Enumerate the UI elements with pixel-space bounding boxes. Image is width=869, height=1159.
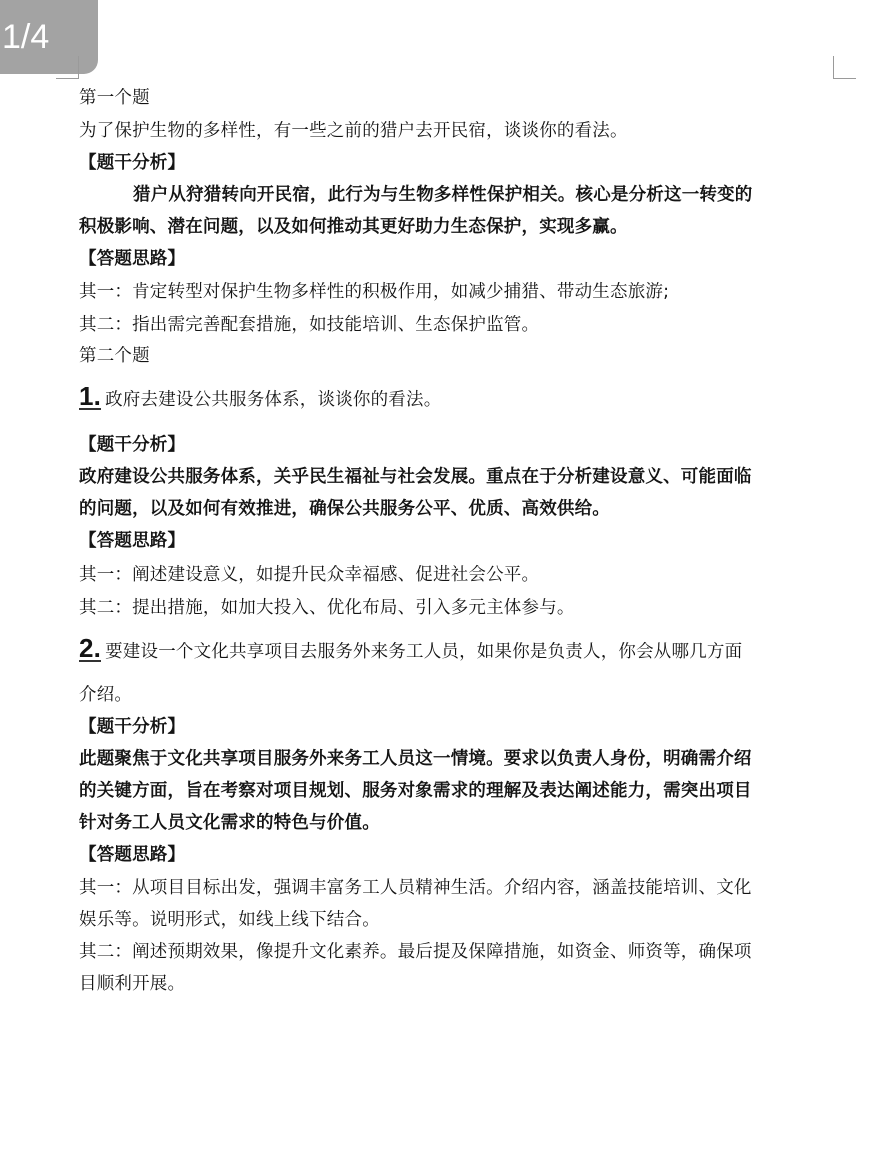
answer-point: 其二：阐述预期效果，像提升文化素养。最后提及保障措施，如资金、师资等，确保项: [79, 942, 752, 962]
analysis-paragraph: 的问题，以及如何有效推进，确保公共服务公平、优质、高效供给。: [79, 499, 610, 519]
analysis-paragraph: 的关键方面，旨在考察对项目规划、服务对象需求的理解及表达阐述能力，需突出项目: [79, 781, 752, 801]
question-text: 要建设一个文化共享项目去服务外来务工人员，如果你是负责人，你会从哪几方面: [105, 642, 743, 662]
analysis-paragraph: 积极影响、潜在问题，以及如何推动其更好助力生态保护，实现多赢。: [79, 217, 628, 237]
analysis-heading: 【题干分析】: [79, 435, 186, 455]
section-title-2: 第二个题: [79, 346, 150, 366]
answer-point: 其一：从项目目标出发，强调丰富务工人员精神生活。介绍内容，涵盖技能培训、文化: [79, 878, 752, 898]
answer-point: 其一：肯定转型对保护生物多样性的积极作用，如减少捕猎、带动生态旅游;: [79, 282, 670, 302]
analysis-heading: 【题干分析】: [79, 717, 186, 737]
question-2-continuation: 介绍。: [79, 685, 133, 705]
answer-point: 其二：指出需完善配套措施，如技能培训、生态保护监管。: [79, 315, 540, 335]
answer-point: 目顺利开展。: [79, 974, 186, 994]
analysis-paragraph: 针对务工人员文化需求的特色与价值。: [79, 813, 380, 833]
analysis-heading: 【题干分析】: [79, 153, 186, 173]
page-indicator[interactable]: 1/4: [0, 0, 98, 74]
analysis-paragraph: 猎户从狩猎转向开民宿，此行为与生物多样性保护相关。核心是分析这一转变的: [133, 185, 753, 205]
answer-point: 娱乐等。说明形式，如线上线下结合。: [79, 910, 380, 930]
page-corner-mark-left: [56, 56, 79, 79]
question-2-line: [79, 633, 743, 663]
analysis-paragraph: 此题聚焦于文化共享项目服务外来务工人员这一情境。要求以负责人身份，明确需介绍: [79, 749, 752, 769]
answer-point: 其二：提出措施，如加大投入、优化布局、引入多元主体参与。: [79, 598, 575, 618]
page-corner-mark-right: [833, 56, 856, 79]
question-text: 政府去建设公共服务体系，谈谈你的看法。: [105, 390, 442, 410]
answer-approach-heading: 【答题思路】: [79, 845, 186, 865]
question-number: 1.: [79, 381, 102, 411]
analysis-paragraph: 政府建设公共服务体系，关乎民生福祉与社会发展。重点在于分析建设意义、可能面临: [79, 467, 752, 487]
question-number: 2.: [79, 633, 102, 663]
answer-approach-heading: 【答题思路】: [79, 249, 186, 269]
answer-approach-heading: 【答题思路】: [79, 531, 186, 551]
section-title-1: 第一个题: [79, 88, 150, 108]
answer-point: 其一：阐述建设意义，如提升民众幸福感、促进社会公平。: [79, 565, 540, 585]
question-1-text: 为了保护生物的多样性，有一些之前的猎户去开民宿，谈谈你的看法。: [79, 121, 628, 141]
question-1-line: [79, 381, 442, 411]
